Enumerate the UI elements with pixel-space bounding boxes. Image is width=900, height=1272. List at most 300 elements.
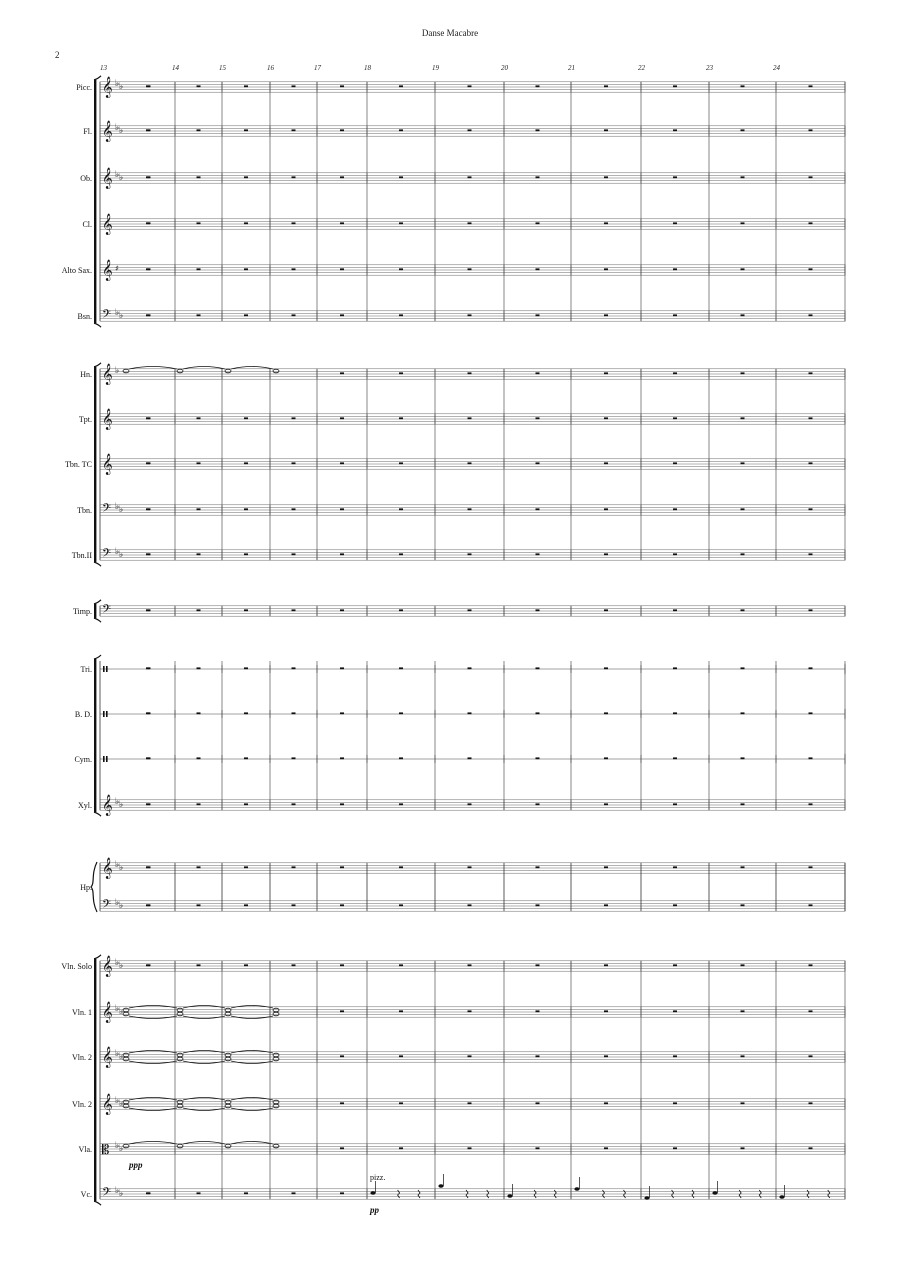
group-bracket-hook: [94, 323, 101, 327]
staff-tbn-whole-rest: [673, 508, 677, 510]
staff-tri-whole-rest: [197, 667, 201, 669]
staff-tbn-ii-whole-rest: [741, 553, 745, 555]
staff-ob-whole-rest: [399, 176, 403, 178]
staff-cym-whole-rest: [292, 757, 296, 759]
staff-b-d-whole-rest: [197, 712, 201, 714]
staff-vln-2-flat-icon: ♭: [119, 1052, 124, 1062]
staff-picc-whole-rest: [197, 85, 201, 87]
staff-vln-1-treble-clef-icon: 𝄞: [102, 1002, 113, 1023]
staff-hn-whole-rest: [604, 372, 608, 374]
staff-picc-whole-rest: [292, 85, 296, 87]
staff-tbn-ii-whole-rest: [809, 553, 813, 555]
staff-b-d-whole-rest: [468, 712, 472, 714]
staff-alto-sax-whole-rest: [292, 268, 296, 270]
staff-cl-label: Cl.: [82, 220, 92, 229]
staff-alto-sax-treble-clef-icon: 𝄞: [102, 260, 113, 281]
staff-vln-2-whole-note: [273, 1057, 279, 1061]
staff-vln-2-whole-rest: [741, 1102, 745, 1104]
staff-tbn-ii-whole-rest: [197, 553, 201, 555]
staff-tri-percussion-clef-icon: [106, 666, 108, 672]
staff-picc-whole-rest: [399, 85, 403, 87]
staff-vla-alto-clef-icon: 𝄡: [102, 1143, 110, 1158]
staff-xyl-whole-rest: [197, 803, 201, 805]
staff-vc-whole-rest: [197, 1192, 201, 1194]
staff-bsn-bass-clef-icon: 𝄢: [102, 308, 112, 324]
group-bracket-hook: [94, 812, 101, 816]
staff-vln-2-treble-clef-icon: 𝄞: [102, 1047, 113, 1068]
staff-vln-2-whole-rest: [468, 1102, 472, 1104]
staff-tbn-ii-whole-rest: [536, 553, 540, 555]
page-number: 2: [55, 50, 60, 60]
staff-vln-2-whole-note: [225, 1053, 231, 1057]
staff-xyl-whole-rest: [673, 803, 677, 805]
staff-alto-sax-whole-rest: [244, 268, 248, 270]
staff-vla-flat-icon: ♭: [115, 1141, 120, 1151]
staff-picc-treble-clef-icon: 𝄞: [102, 77, 113, 98]
staff-tri-whole-rest: [244, 667, 248, 669]
staff-bsn-whole-rest: [741, 314, 745, 316]
staff-hp-whole-rest: [604, 904, 608, 906]
staff-b-d-whole-rest: [673, 712, 677, 714]
staff-fl-whole-rest: [673, 129, 677, 131]
staff-vc-quarter-note: [507, 1194, 512, 1198]
staff-cym-whole-rest: [468, 757, 472, 759]
staff-hn-whole-rest: [468, 372, 472, 374]
group-bracket: [94, 604, 96, 618]
staff-tpt-whole-rest: [340, 417, 344, 419]
staff-ob-whole-rest: [536, 176, 540, 178]
staff-fl-whole-rest: [468, 129, 472, 131]
staff-tpt-whole-rest: [536, 417, 540, 419]
staff-ob-whole-rest: [809, 176, 813, 178]
staff-tpt-label: Tpt.: [78, 415, 92, 424]
staff-timp-whole-rest: [741, 609, 745, 611]
staff-tbn-label: Tbn.: [77, 506, 92, 515]
staff-xyl-whole-rest: [244, 803, 248, 805]
staff-vln-solo-whole-rest: [197, 964, 201, 966]
staff-xyl-flat-icon: ♭: [115, 797, 120, 807]
staff-tri-whole-rest: [809, 667, 813, 669]
staff-cl-whole-rest: [468, 222, 472, 224]
staff-fl-label: Fl.: [83, 127, 92, 136]
staff-ob-whole-rest: [340, 176, 344, 178]
staff-vla-dynamic-marking: ppp: [129, 1160, 143, 1170]
staff-vln-1-whole-note: [225, 1012, 231, 1016]
group-bracket-hook: [94, 76, 101, 80]
staff-tbn-tc-whole-rest: [197, 462, 201, 464]
staff-timp-bass-clef-icon: 𝄢: [102, 603, 112, 619]
staff-vln-2-whole-rest: [468, 1055, 472, 1057]
staff-bsn-label: Bsn.: [77, 312, 92, 321]
staff-vla-whole-note: [123, 1144, 129, 1148]
measure-number: 17: [314, 64, 321, 72]
staff-tri-whole-rest: [468, 667, 472, 669]
staff-hp-whole-rest: [340, 866, 344, 868]
staff-vln-solo-whole-rest: [809, 964, 813, 966]
staff-hn-whole-note: [273, 369, 279, 373]
measure-number: 18: [364, 64, 371, 72]
staff-b-d-whole-rest: [741, 712, 745, 714]
staff-vln-2-whole-note: [273, 1053, 279, 1057]
staff-tbn-ii-whole-rest: [292, 553, 296, 555]
group-bracket: [94, 367, 96, 562]
staff-b-d-whole-rest: [292, 712, 296, 714]
staff-tri-label: Tri.: [80, 665, 92, 674]
staff-cl-whole-rest: [536, 222, 540, 224]
staff-tbn-tc-whole-rest: [809, 462, 813, 464]
staff-hn-whole-rest: [536, 372, 540, 374]
staff-hp-whole-rest: [536, 866, 540, 868]
staff-xyl-whole-rest: [741, 803, 745, 805]
staff-vc-quarter-note: [438, 1184, 443, 1188]
staff-tbn-tc-whole-rest: [399, 462, 403, 464]
staff-hp-whole-rest: [673, 904, 677, 906]
staff-timp-whole-rest: [809, 609, 813, 611]
staff-hp-whole-rest: [809, 866, 813, 868]
staff-picc-whole-rest: [244, 85, 248, 87]
staff-tri-whole-rest: [146, 667, 150, 669]
staff-fl-flat-icon: ♭: [119, 126, 124, 136]
staff-tbn-flat-icon: ♭: [115, 502, 120, 512]
staff-alto-sax-sharp-icon: ♯: [115, 264, 119, 273]
staff-tbn-whole-rest: [399, 508, 403, 510]
staff-tbn-ii-whole-rest: [399, 553, 403, 555]
staff-bsn-whole-rest: [244, 314, 248, 316]
staff-cym-label: Cym.: [74, 755, 92, 764]
staff-ob-whole-rest: [197, 176, 201, 178]
staff-timp-whole-rest: [536, 609, 540, 611]
staff-vln-1-whole-note: [225, 1008, 231, 1012]
staff-vla-whole-rest: [809, 1147, 813, 1149]
staff-b-d-whole-rest: [340, 712, 344, 714]
staff-ob-whole-rest: [604, 176, 608, 178]
staff-picc-whole-rest: [673, 85, 677, 87]
staff-xyl-treble-clef-icon: 𝄞: [102, 795, 113, 816]
staff-tbn-whole-rest: [604, 508, 608, 510]
staff-bsn-whole-rest: [673, 314, 677, 316]
staff-hp-whole-rest: [468, 866, 472, 868]
staff-cym-whole-rest: [809, 757, 813, 759]
staff-tpt-treble-clef-icon: 𝄞: [102, 409, 113, 430]
staff-tbn-whole-rest: [809, 508, 813, 510]
staff-xyl-whole-rest: [604, 803, 608, 805]
staff-cym-percussion-clef-icon: [106, 756, 108, 762]
staff-hp-whole-rest: [197, 904, 201, 906]
staff-hp-whole-rest: [741, 866, 745, 868]
staff-xyl-whole-rest: [399, 803, 403, 805]
staff-cl-treble-clef-icon: 𝄞: [102, 214, 113, 235]
staff-fl-whole-rest: [340, 129, 344, 131]
staff-vln-2-label: Vln. 2: [72, 1053, 92, 1062]
staff-vln-2-whole-rest: [340, 1102, 344, 1104]
staff-tbn-bass-clef-icon: 𝄢: [102, 502, 112, 518]
staff-vln-solo-whole-rest: [244, 964, 248, 966]
measure-number: 23: [706, 64, 713, 72]
staff-hp-flat-icon: ♭: [115, 860, 120, 870]
staff-b-d-whole-rest: [809, 712, 813, 714]
staff-bsn-whole-rest: [809, 314, 813, 316]
staff-vc-pizz-marking: pizz.: [370, 1173, 386, 1182]
staff-vln-2-label: Vln. 2: [72, 1100, 92, 1109]
staff-alto-sax-label: Alto Sax.: [61, 266, 92, 275]
measure-number: 24: [773, 64, 780, 72]
staff-vln-1-whole-note: [123, 1008, 129, 1012]
staff-vln-2-whole-rest: [399, 1055, 403, 1057]
staff-ob-flat-icon: ♭: [119, 173, 124, 183]
staff-tpt-whole-rest: [673, 417, 677, 419]
staff-vln-1-flat-icon: ♭: [119, 1007, 124, 1017]
staff-hn-treble-clef-icon: 𝄞: [102, 364, 113, 385]
staff-timp-whole-rest: [604, 609, 608, 611]
staff-hp-whole-rest: [468, 904, 472, 906]
staff-vln-2-whole-note: [177, 1057, 183, 1061]
staff-vla-whole-rest: [468, 1147, 472, 1149]
staff-vln-2-whole-rest: [340, 1055, 344, 1057]
staff-tbn-ii-flat-icon: ♭: [115, 547, 120, 557]
staff-vln-solo-whole-rest: [399, 964, 403, 966]
staff-vln-2-whole-rest: [741, 1055, 745, 1057]
staff-cl-whole-rest: [244, 222, 248, 224]
staff-tpt-whole-rest: [292, 417, 296, 419]
staff-vln-1-whole-note: [177, 1012, 183, 1016]
group-bracket: [94, 659, 96, 812]
staff-vln-2-whole-rest: [673, 1055, 677, 1057]
staff-bsn-whole-rest: [604, 314, 608, 316]
staff-cl-whole-rest: [146, 222, 150, 224]
staff-vln-2-flat-icon: ♭: [119, 1099, 124, 1109]
staff-picc-whole-rest: [536, 85, 540, 87]
staff-ob-whole-rest: [741, 176, 745, 178]
staff-vln-2-whole-rest: [604, 1102, 608, 1104]
staff-tbn-ii-bass-clef-icon: 𝄢: [102, 547, 112, 563]
group-bracket: [94, 80, 96, 323]
measure-number: 22: [638, 64, 645, 72]
staff-xyl-label: Xyl.: [78, 801, 92, 810]
staff-hp-treble-clef-icon: 𝄞: [102, 858, 113, 879]
staff-tpt-whole-rest: [197, 417, 201, 419]
staff-tbn-ii-whole-rest: [146, 553, 150, 555]
staff-vln-1-whole-rest: [399, 1010, 403, 1012]
staff-b-d-whole-rest: [146, 712, 150, 714]
staff-cl-whole-rest: [673, 222, 677, 224]
staff-fl-whole-rest: [536, 129, 540, 131]
staff-fl-whole-rest: [197, 129, 201, 131]
staff-vln-2-whole-note: [177, 1100, 183, 1104]
staff-hn-whole-rest: [809, 372, 813, 374]
staff-tbn-whole-rest: [468, 508, 472, 510]
staff-cym-whole-rest: [244, 757, 248, 759]
staff-hp-whole-rest: [604, 866, 608, 868]
staff-timp-whole-rest: [292, 609, 296, 611]
staff-vln-solo-flat-icon: ♭: [115, 958, 120, 968]
staff-picc-whole-rest: [741, 85, 745, 87]
staff-hn-whole-rest: [741, 372, 745, 374]
staff-vln-2-whole-rest: [604, 1055, 608, 1057]
staff-vln-2-whole-rest: [536, 1055, 540, 1057]
staff-vln-1-whole-rest: [809, 1010, 813, 1012]
staff-vln-solo-whole-rest: [468, 964, 472, 966]
staff-bsn-flat-icon: ♭: [115, 308, 120, 318]
group-bracket-hook: [94, 655, 101, 659]
staff-bsn-whole-rest: [146, 314, 150, 316]
staff-bsn-whole-rest: [536, 314, 540, 316]
measure-number: 16: [267, 64, 274, 72]
staff-vln-2-whole-note: [123, 1057, 129, 1061]
staff-fl-whole-rest: [146, 129, 150, 131]
staff-tpt-whole-rest: [741, 417, 745, 419]
staff-tri-percussion-clef-icon: [103, 666, 105, 672]
staff-picc-flat-icon: ♭: [119, 82, 124, 92]
staff-cym-percussion-clef-icon: [103, 756, 105, 762]
group-bracket-hook: [94, 600, 101, 604]
staff-hp-flat-icon: ♭: [119, 863, 124, 873]
measure-number: 13: [100, 64, 107, 72]
staff-vc-dynamic-marking: pp: [370, 1205, 379, 1215]
staff-fl-whole-rest: [809, 129, 813, 131]
staff-vln-1-whole-rest: [468, 1010, 472, 1012]
staff-alto-sax-whole-rest: [146, 268, 150, 270]
staff-alto-sax-whole-rest: [536, 268, 540, 270]
staff-cl-whole-rest: [292, 222, 296, 224]
staff-vla-whole-rest: [741, 1147, 745, 1149]
staff-vla-whole-rest: [673, 1147, 677, 1149]
staff-vla-whole-note: [177, 1144, 183, 1148]
staff-vln-2-whole-note: [273, 1104, 279, 1108]
staff-alto-sax-whole-rest: [340, 268, 344, 270]
staff-vln-2-flat-icon: ♭: [115, 1096, 120, 1106]
staff-b-d-percussion-clef-icon: [103, 711, 105, 717]
staff-cym-whole-rest: [604, 757, 608, 759]
staff-hn-whole-rest: [673, 372, 677, 374]
staff-timp-whole-rest: [244, 609, 248, 611]
staff-vla-whole-rest: [399, 1147, 403, 1149]
staff-hn-whole-rest: [340, 372, 344, 374]
staff-vln-solo-label: Vln. Solo: [61, 962, 92, 971]
staff-ob-label: Ob.: [80, 174, 92, 183]
staff-vln-2-whole-note: [273, 1100, 279, 1104]
staff-tpt-whole-rest: [468, 417, 472, 419]
staff-vln-2-flat-icon: ♭: [115, 1049, 120, 1059]
staff-tbn-tc-whole-rest: [604, 462, 608, 464]
staff-tbn-tc-whole-rest: [741, 462, 745, 464]
staff-vc-whole-rest: [244, 1192, 248, 1194]
staff-ob-flat-icon: ♭: [115, 170, 120, 180]
staff-fl-whole-rest: [399, 129, 403, 131]
staff-vln-solo-whole-rest: [146, 964, 150, 966]
staff-vc-quarter-note: [644, 1196, 649, 1200]
staff-ob-whole-rest: [673, 176, 677, 178]
staff-timp-whole-rest: [340, 609, 344, 611]
staff-xyl-whole-rest: [146, 803, 150, 805]
staff-tpt-whole-rest: [244, 417, 248, 419]
staff-vla-label: Vla.: [78, 1145, 92, 1154]
staff-vln-solo-whole-rest: [604, 964, 608, 966]
staff-hn-whole-rest: [399, 372, 403, 374]
staff-cym-whole-rest: [146, 757, 150, 759]
staff-vln-solo-flat-icon: ♭: [119, 961, 124, 971]
staff-tbn-whole-rest: [197, 508, 201, 510]
staff-bsn-flat-icon: ♭: [119, 311, 124, 321]
staff-hp-label: Hp.: [80, 883, 92, 892]
staff-alto-sax-whole-rest: [399, 268, 403, 270]
staff-ob-whole-rest: [292, 176, 296, 178]
staff-hp-whole-rest: [197, 866, 201, 868]
staff-tpt-whole-rest: [146, 417, 150, 419]
staff-vla-flat-icon: ♭: [119, 1144, 124, 1154]
measure-number: 15: [219, 64, 226, 72]
staff-ob-whole-rest: [468, 176, 472, 178]
staff-vln-2-whole-note: [123, 1053, 129, 1057]
staff-hn-whole-note: [225, 369, 231, 373]
staff-picc-whole-rest: [340, 85, 344, 87]
staff-vc-quarter-note: [574, 1187, 579, 1191]
staff-vc-whole-rest: [146, 1192, 150, 1194]
staff-vln-solo-whole-rest: [741, 964, 745, 966]
staff-vln-2-whole-rest: [536, 1102, 540, 1104]
staff-fl-whole-rest: [604, 129, 608, 131]
staff-tpt-whole-rest: [604, 417, 608, 419]
staff-hn-whole-note: [177, 369, 183, 373]
staff-alto-sax-whole-rest: [468, 268, 472, 270]
staff-hp-whole-rest: [673, 866, 677, 868]
staff-cym-whole-rest: [741, 757, 745, 759]
staff-hn-label: Hn.: [80, 370, 92, 379]
staff-hp-whole-rest: [146, 866, 150, 868]
staff-vln-2-treble-clef-icon: 𝄞: [102, 1094, 113, 1115]
staff-tpt-whole-rest: [399, 417, 403, 419]
staff-hn-flat-icon: ♭: [115, 366, 120, 376]
staff-timp-whole-rest: [399, 609, 403, 611]
staff-hp-bass-clef-icon: 𝄢: [102, 898, 112, 914]
staff-tbn-ii-whole-rest: [604, 553, 608, 555]
staff-hp-whole-rest: [146, 904, 150, 906]
staff-vln-2-whole-note: [123, 1100, 129, 1104]
staff-fl-whole-rest: [244, 129, 248, 131]
staff-hp-whole-rest: [809, 904, 813, 906]
staff-tri-whole-rest: [340, 667, 344, 669]
staff-vla-whole-note: [273, 1144, 279, 1148]
staff-vc-whole-rest: [292, 1192, 296, 1194]
staff-hp-flat-icon: ♭: [119, 901, 124, 911]
group-bracket-hook: [94, 363, 101, 367]
staff-vln-1-label: Vln. 1: [72, 1008, 92, 1017]
staff-cl-whole-rest: [604, 222, 608, 224]
staff-tbn-whole-rest: [244, 508, 248, 510]
staff-vln-1-whole-note: [273, 1012, 279, 1016]
staff-tbn-tc-whole-rest: [673, 462, 677, 464]
staff-vln-1-whole-note: [177, 1008, 183, 1012]
staff-cl-whole-rest: [399, 222, 403, 224]
staff-tbn-tc-whole-rest: [468, 462, 472, 464]
staff-tbn-ii-whole-rest: [468, 553, 472, 555]
staff-cym-whole-rest: [340, 757, 344, 759]
staff-vc-quarter-note: [779, 1195, 784, 1199]
staff-bsn-whole-rest: [292, 314, 296, 316]
staff-xyl-flat-icon: ♭: [119, 800, 124, 810]
staff-tpt-whole-rest: [809, 417, 813, 419]
staff-tbn-ii-whole-rest: [340, 553, 344, 555]
staff-vln-1-whole-note: [123, 1012, 129, 1016]
staff-tbn-tc-treble-clef-icon: 𝄞: [102, 454, 113, 475]
staff-vln-1-whole-rest: [673, 1010, 677, 1012]
staff-b-d-whole-rest: [604, 712, 608, 714]
group-bracket-hook: [94, 562, 101, 566]
staff-hp-whole-rest: [244, 904, 248, 906]
staff-bsn-whole-rest: [340, 314, 344, 316]
staff-vln-1-whole-rest: [604, 1010, 608, 1012]
staff-b-d-whole-rest: [399, 712, 403, 714]
staff-picc-whole-rest: [468, 85, 472, 87]
